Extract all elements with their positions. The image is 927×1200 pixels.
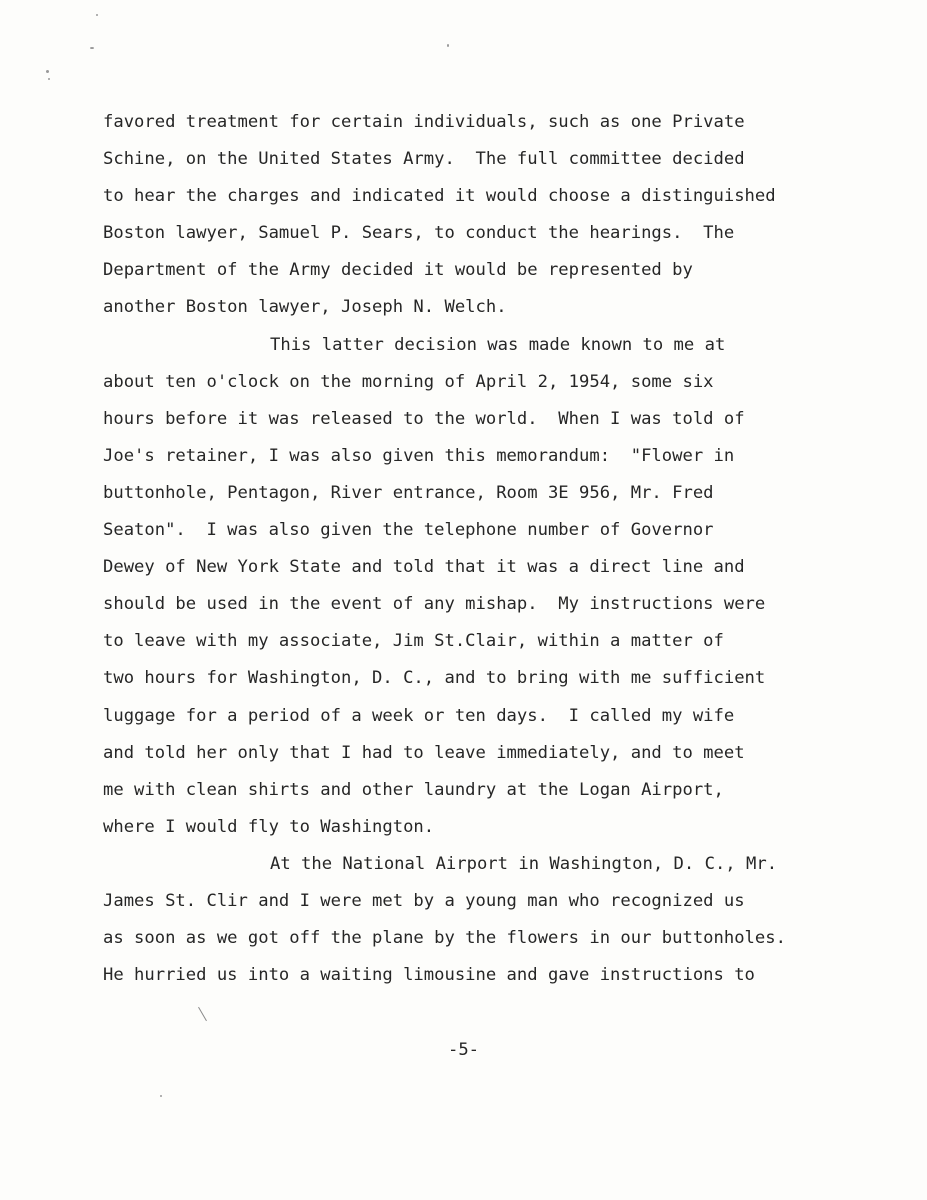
page-number: -5- (447, 1040, 480, 1060)
scan-speck (48, 78, 50, 80)
scan-speck (90, 47, 94, 49)
text-line: luggage for a period of a week or ten days. I called my wife (103, 705, 735, 726)
text-line: James St. Clir and I were met by a young man who recognized us (103, 890, 745, 911)
text-line: to hear the charges and indicated it would choose a distinguished (103, 186, 776, 207)
text-line: hours before it was released to the world. When I was told of (103, 408, 745, 429)
scan-mark (198, 1007, 207, 1021)
text-line: Dewey of New York State and told that it was a direct line and (103, 557, 745, 578)
text-line: and told her only that I had to leave immediately, and to meet (103, 742, 745, 763)
text-line: Schine, on the United States Army. The full committee decided (103, 149, 745, 170)
text-line: favored treatment for certain individuals, such as one Private (103, 112, 745, 132)
text-line: should be used in the event of any mishap. My instructions were (103, 594, 766, 615)
paragraph-first-line: This latter decision was made known to me at (270, 334, 726, 355)
scan-speck (447, 44, 449, 47)
text-line: Joe's retainer, I was also given this memorandum: "Flower in (103, 445, 735, 466)
text-line: another Boston lawyer, Joseph N. Welch. (103, 297, 507, 318)
text-line: buttonhole, Pentagon, River entrance, Room 3E 956, Mr. Fred (103, 482, 714, 503)
paragraph-first-line: At the National Airport in Washington, D. C., Mr. (270, 853, 778, 874)
scan-speck (96, 14, 98, 16)
text-line: He hurried us into a waiting limousine and gave instructions to (103, 965, 755, 986)
text-line: to leave with my associate, Jim St.Clair, within a matter of (103, 631, 724, 652)
text-line: Boston lawyer, Samuel P. Sears, to conduct the hearings. The (103, 223, 735, 244)
scan-speck (46, 70, 49, 73)
text-line: where I would fly to Washington. (103, 816, 435, 837)
text-line: as soon as we got off the plane by the flowers in our buttonholes. (103, 928, 786, 949)
text-line: Department of the Army decided it would be represented by (103, 260, 693, 281)
text-line: about ten o'clock on the morning of April 2, 1954, some six (103, 371, 714, 392)
document-body (103, 104, 883, 994)
text-line: two hours for Washington, D. C., and to bring with me sufficient (103, 668, 766, 689)
text-line: Seaton". I was also given the telephone number of Governor (103, 520, 714, 541)
text-line: me with clean shirts and other laundry at the Logan Airport, (103, 779, 724, 800)
scan-speck (160, 1095, 162, 1097)
